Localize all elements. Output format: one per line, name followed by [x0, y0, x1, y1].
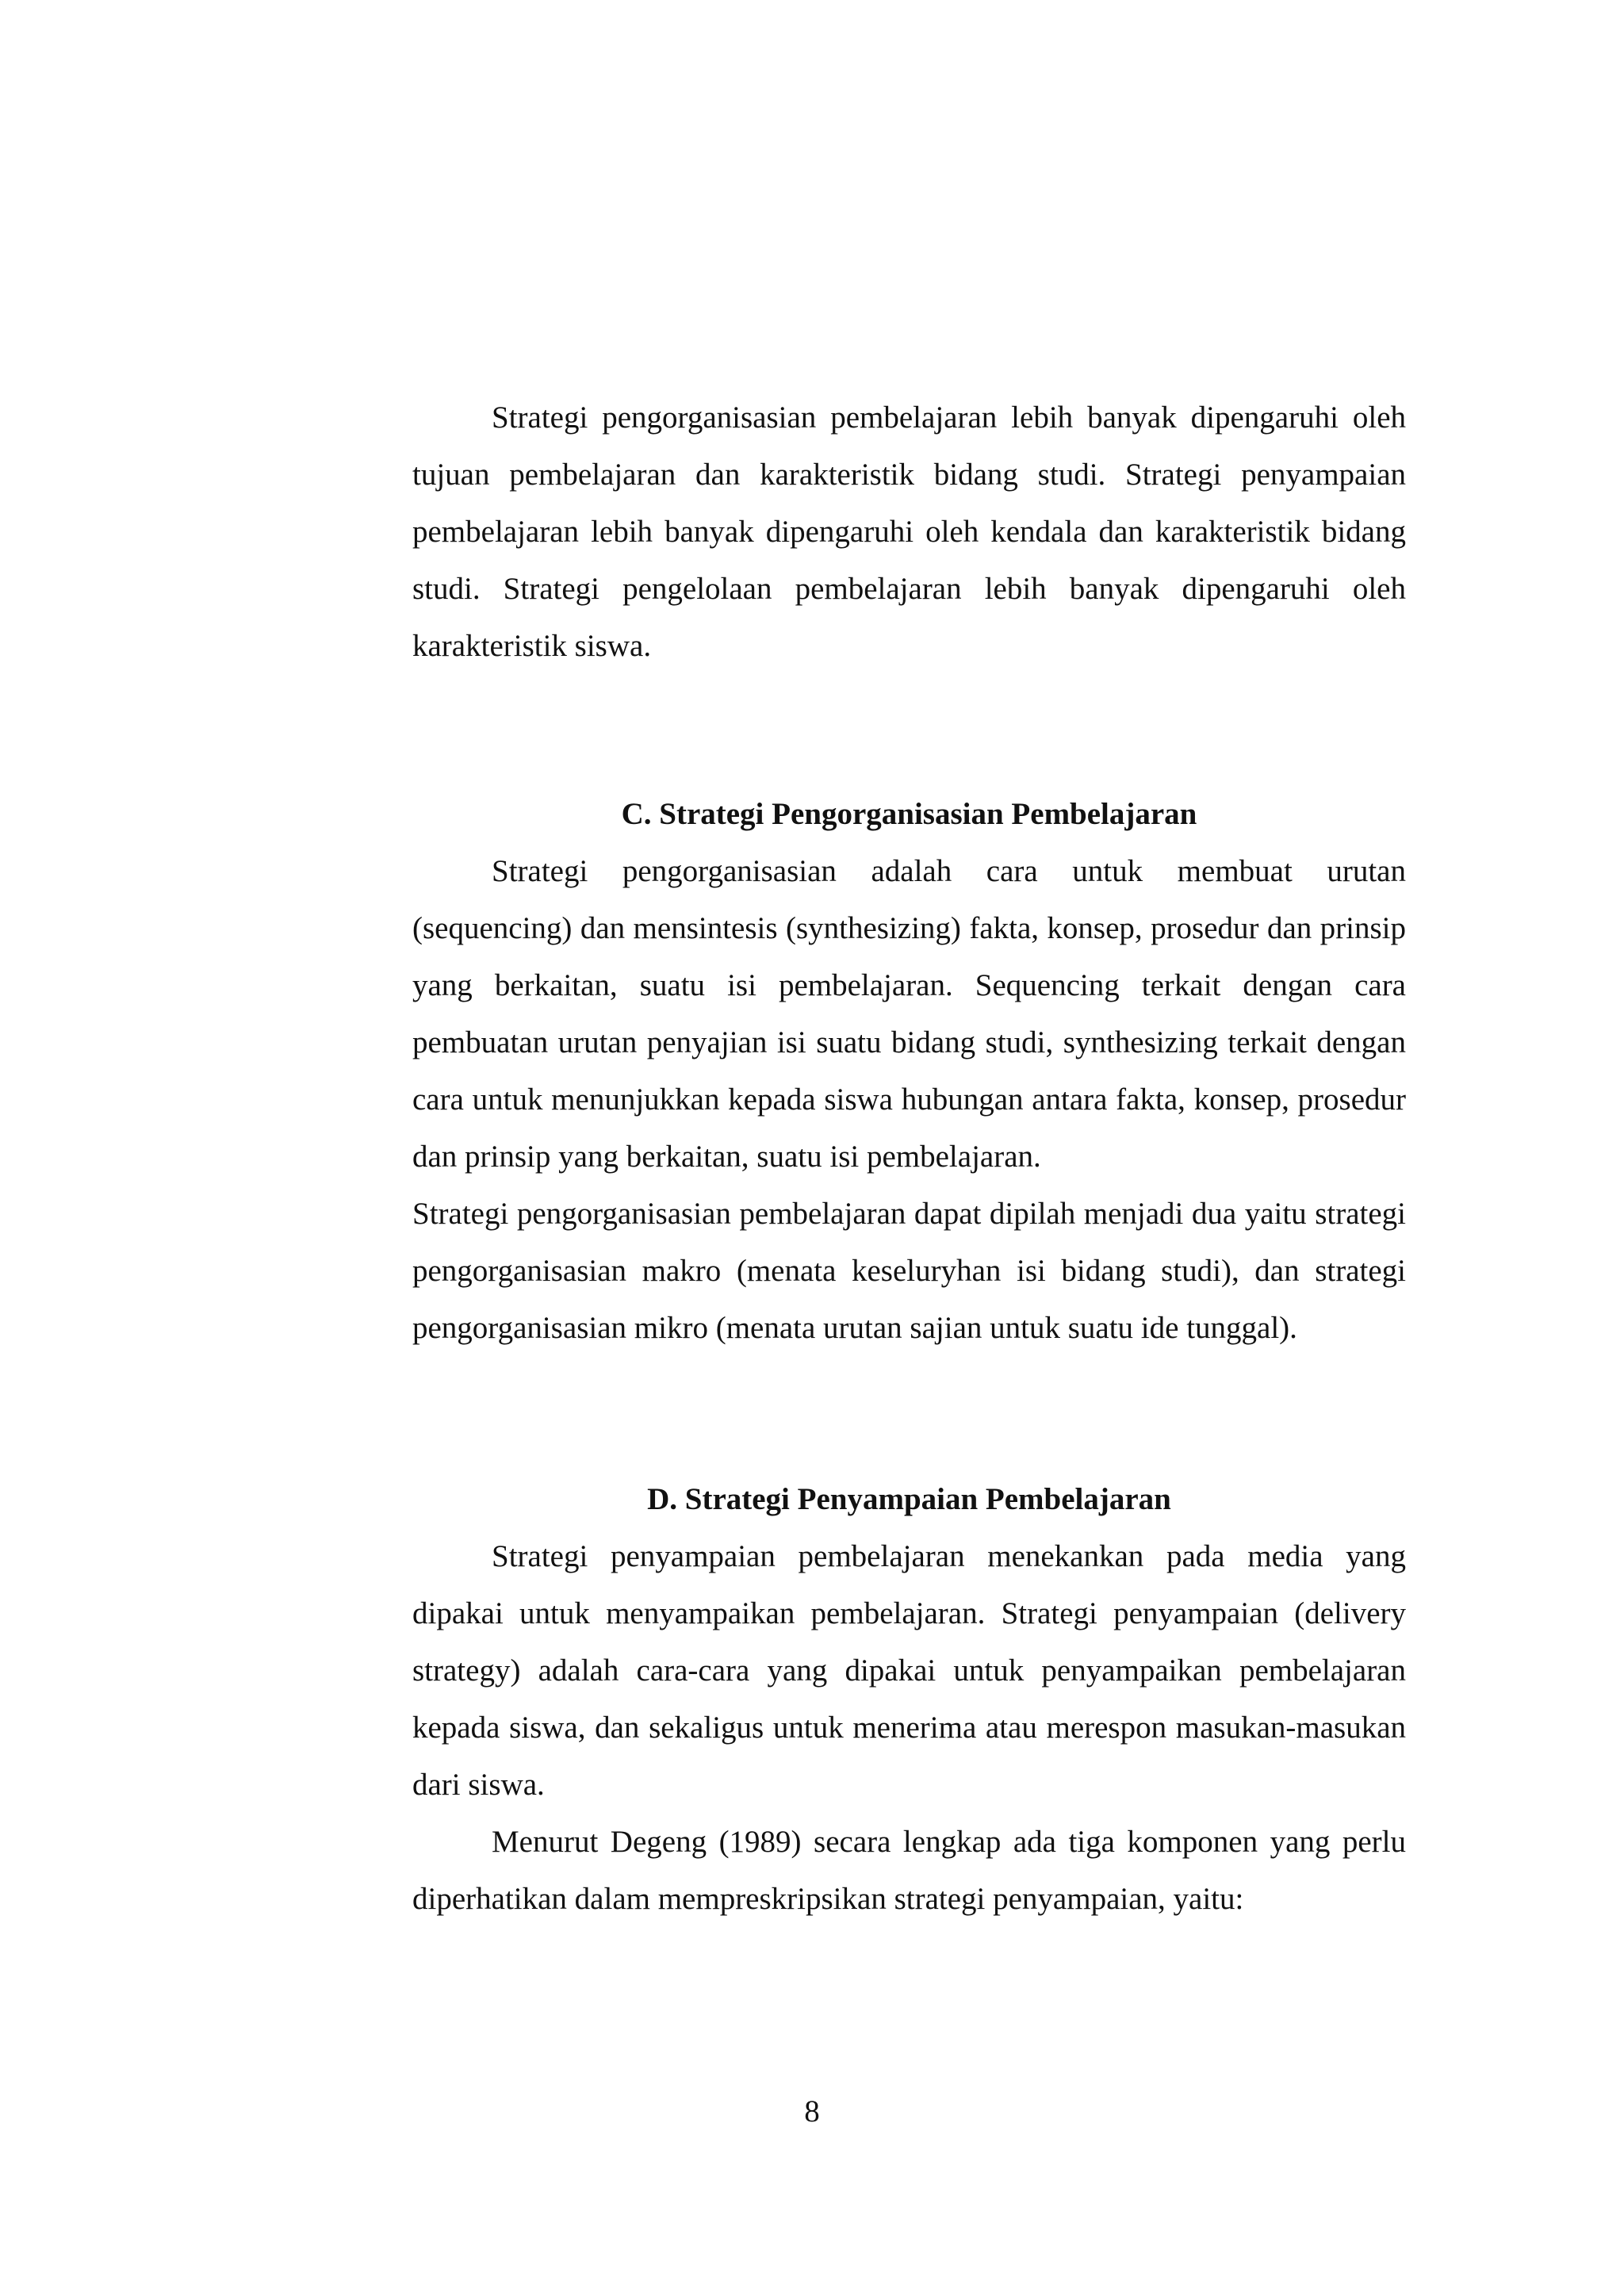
paragraph-strategy-influences: Strategi pengorganisasian pembelajaran lebih banyak dipengaruhi oleh tujuan pembelajaran dan karakteristik bidang studi. Strategi penyampaian pembelajaran lebih banyak dipengaruhi oleh kendala dan karakteristik bidang studi. Strategi pengelolaan pembelajaran lebih banyak dipengaruhi oleh karakteristik siswa.: [412, 400, 1406, 663]
section-heading-c: C. Strategi Pengorganisasian Pembelajaran: [621, 797, 1197, 831]
section-heading-d: D. Strategi Penyampaian Pembelajaran: [647, 1482, 1171, 1516]
paragraph-degeng-components: Menurut Degeng (1989) secara lengkap ada tiga komponen yang perlu diperhatikan dalam mempreskripsikan strategi penyampaian, yaitu:: [412, 1825, 1406, 1916]
paragraph-organizing-types: Strategi pengorganisasian pembelajaran dapat dipilah menjadi dua yaitu strategi pengorganisasian makro (menata keseluryhan isi bidang studi), dan strategi pengorganisasian mikro (menata urutan sajian untuk suatu ide tunggal).: [412, 1197, 1406, 1345]
page-number: 8: [804, 2094, 820, 2128]
paragraph-organizing-definition: Strategi pengorganisasian adalah cara untuk membuat urutan (sequencing) dan mensintesis (synthesizing) fakta, konsep, prosedur dan prinsip yang berkaitan, suatu isi pembelajaran. Sequencing terkait dengan cara pembuatan urutan penyajian isi suatu bidang studi, synthesizing terkait dengan cara untuk menunjukkan kepada siswa hubungan antara fakta, konsep, prosedur dan prinsip yang berkaitan, suatu isi pembelajaran.: [412, 854, 1406, 1174]
paragraph-delivery-definition: Strategi penyampaian pembelajaran menekankan pada media yang dipakai untuk menyampaikan pembelajaran. Strategi penyampaian (delivery strategy) adalah cara-cara yang dipakai untuk penyampaikan pembelajaran kepada siswa, dan sekaligus untuk menerima atau merespon masukan-masukan dari siswa.: [412, 1539, 1406, 1802]
